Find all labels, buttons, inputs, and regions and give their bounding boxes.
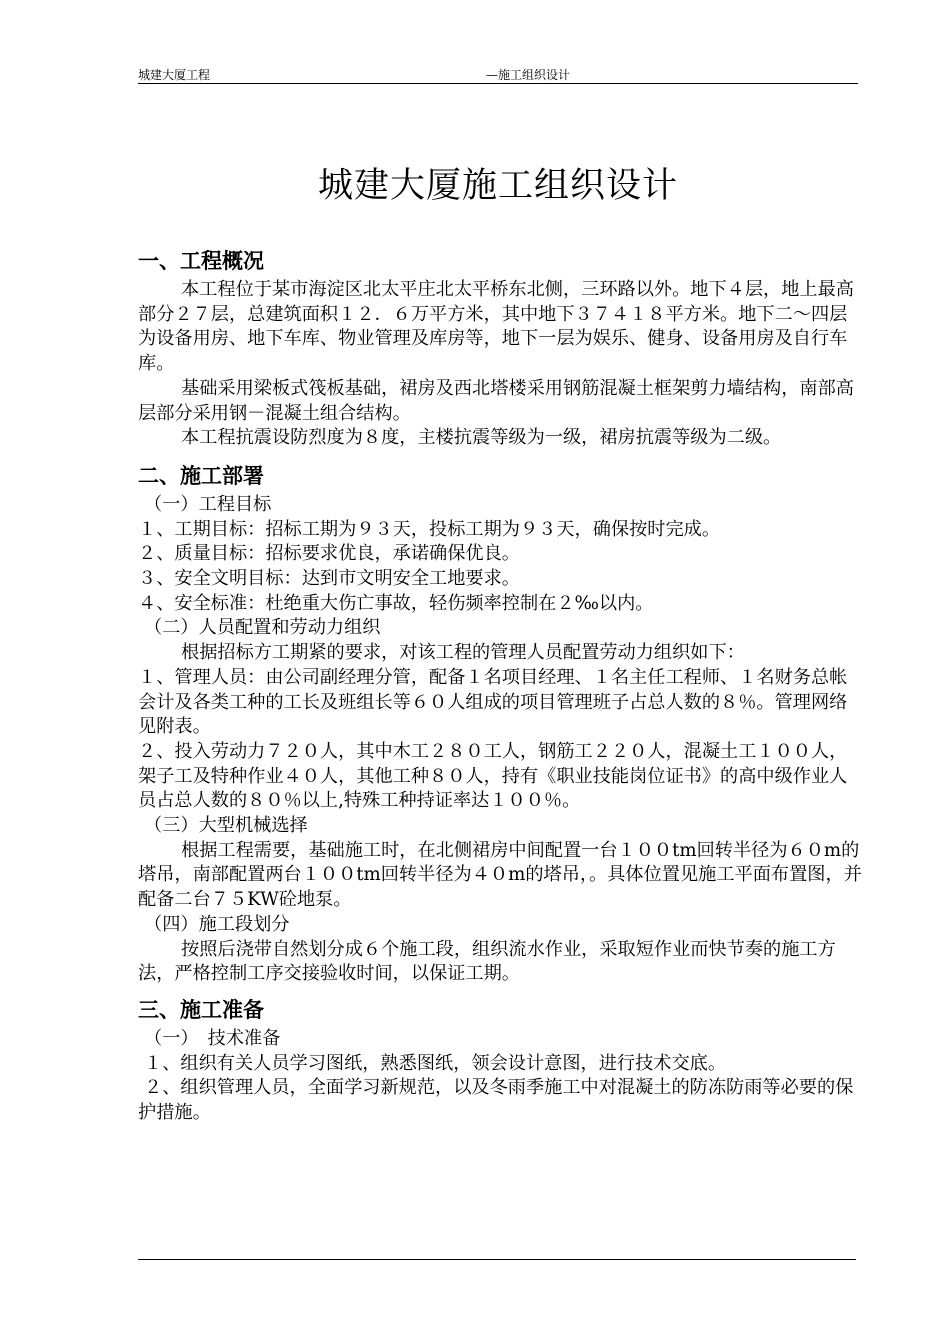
header-right-text: —施工组织设计: [486, 68, 571, 82]
footer-rule: [138, 1259, 856, 1260]
section-heading-deployment: 二、施工部署: [138, 463, 264, 488]
prep-item-training: ２、组织管理人员，全面学习新规范，以及冬雨季施工中对混凝土的防冻防雨等必要的保护措施。: [138, 1077, 854, 1124]
subheading-staffing: （二）人员配置和劳动力组织: [144, 617, 381, 639]
subheading-technical-prep: （一） 技术准备: [144, 1027, 281, 1049]
page-header: [138, 66, 858, 84]
goal-civilized-safety: ３、安全文明目标：达到市文明安全工地要求。: [138, 568, 520, 590]
document-title: 城建大厦施工组织设计: [317, 166, 678, 206]
subheading-machinery: （三）大型机械选择: [144, 815, 308, 837]
header-rule: [138, 83, 858, 84]
machinery-paragraph: 根据工程需要，基础施工时，在北侧裙房中间配置一台１００tm回转半径为６０m的塔吊，南部配置两台１００tm回转半径为４０m的塔吊，。具体位置见施工平面布置图，并配备二台７５KW砼地泵。: [138, 839, 862, 911]
staffing-labor: ２、投入劳动力７２０人，其中木工２８０工人，钢筋工２２０人，混凝土工１００人，架子工及特种作业４０人，其他工种８０人，持有《职业技能岗位证书》的高中级作业人员占总人数的８０％以上,特殊工种持证率达１００％。: [138, 740, 848, 812]
staffing-intro: 根据招标方工期紧的要求，对该工程的管理人员配置劳动力组织如下：: [181, 642, 745, 664]
document-body: [138, 244, 862, 1126]
prep-item-drawings: １、组织有关人员学习图纸，熟悉图纸，领会设计意图，进行技术交底。: [144, 1052, 727, 1074]
subheading-goals: （一）工程目标: [144, 493, 272, 515]
section-heading-preparation: 三、施工准备: [138, 997, 264, 1022]
header-left-text: 城建大厦工程: [138, 68, 211, 82]
staffing-management: １、管理人员：由公司副经理分管，配备１名项目经理、１名主任工程师、１名财务总帐会计及各类工种的工长及班组长等６０人组成的项目管理班子占总人数的８％。管理网络见附表。: [138, 666, 848, 738]
goal-schedule: １、工期目标：招标工期为９３天，投标工期为９３天，确保按时完成。: [138, 518, 721, 540]
overview-paragraph-seismic: 本工程抗震设防烈度为８度，主楼抗震等级为一级，裙房抗震等级为二级。: [181, 427, 782, 449]
goal-quality: ２、质量目标：招标要求优良，承诺确保优良。: [138, 543, 520, 565]
overview-paragraph-location: 本工程位于某市海淀区北太平庄北太平桥东北侧，三环路以外。地下４层，地上最高部分２７层，总建筑面积１２．６万平方米，其中地下３７４１８平方米。地下二～四层为设备用房、地下车库、物业管理及库房等，地下一层为娱乐、健身、设备用房及自行车库。: [138, 279, 854, 375]
goal-safety-standard: ４、安全标准：杜绝重大伤亡事故，轻伤频率控制在２‰以内。: [138, 592, 654, 614]
subheading-segments: （四）施工段划分: [144, 913, 290, 935]
section-heading-overview: 一、工程概况: [138, 249, 264, 273]
segments-paragraph: 按照后浇带自然划分成６个施工段，组织流水作业，采取短作业而快节奏的施工方法，严格控制工序交接验收时间，以保证工期。: [138, 938, 836, 985]
overview-paragraph-structure: 基础采用梁板式筏板基础，裙房及西北塔楼采用钢筋混凝土框架剪力墙结构，南部高层部分采用钢－混凝土组合结构。: [138, 377, 854, 424]
